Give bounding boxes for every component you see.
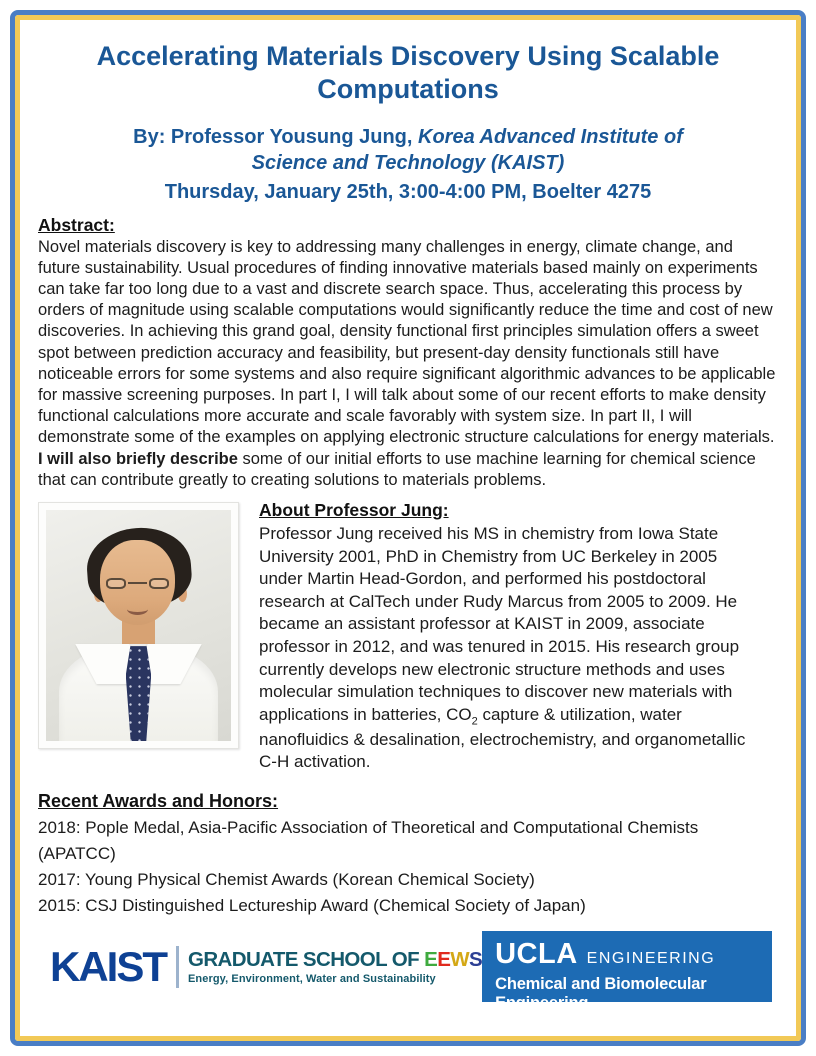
photo-detail <box>126 646 151 741</box>
ucla-logo-top <box>495 940 759 969</box>
kaist-wordmark: KAIST <box>50 942 166 990</box>
photo-detail <box>106 578 126 589</box>
ucla-division: ENGINEERING <box>586 950 716 968</box>
photo-detail <box>128 582 146 584</box>
award-item-2015: 2015: CSJ Distinguished Lectureship Award (Chemical Society of Japan) <box>38 895 586 915</box>
ucla-department: Chemical and Biomolecular Engineering <box>495 975 707 1013</box>
flyer-outer-border <box>10 10 806 1046</box>
professor-photo <box>38 502 239 749</box>
award-item-2017: 2017: Young Physical Chemist Awards (Korean Chemical Society) <box>38 869 535 889</box>
kaist-gs-eews-logo <box>50 942 483 990</box>
awards-heading: Recent Awards and Honors: <box>38 791 279 812</box>
awards-section <box>38 791 778 918</box>
page-title: Accelerating Materials Discovery Using Scalable Computations <box>96 41 720 105</box>
eews-letter-e1: E <box>424 948 438 972</box>
abstract-text-1: Novel materials discovery is key to addressing many challenges in energy, climate change, and future sustainability. Usual procedures of finding innovative materials based mainly on experiments can take far too long due to a vast and discrete search space. Thus, accelerating this process by orders of magnitude using scalable computations would significantly reduce the time and cost of new discoveries. In achieving this grand goal, density functional first principles simulation offers a sweet spot between prediction accuracy and feasibility, but present-day density functionals still have noticeable errors for some systems and also require significant algorithmic advances to be applicable for massive screening purposes. In part I, I will talk about some of our recent efforts to make density functional calculations more accurate and scale favorably with system size. In part II, I will demonstrate some of the examples on applying electronic structure calculations for energy materials. <box>38 237 776 447</box>
eews-letter-e2: E <box>437 948 451 972</box>
photo-detail <box>127 603 148 615</box>
photo-detail <box>59 644 218 741</box>
abstract-heading: Abstract: <box>38 214 115 235</box>
byline <box>103 124 713 177</box>
byline-affiliation: Korea Advanced Institute of Science and Technology (KAIST) <box>251 125 683 175</box>
logos-row <box>38 931 778 1013</box>
about-heading: About Professor Jung: <box>259 499 449 520</box>
kaist-school-name <box>188 949 482 971</box>
bio-co2-subscript: 2 <box>471 715 478 728</box>
ucla-engineering-logo <box>482 931 772 1013</box>
eews-letter-s: S <box>469 948 483 972</box>
photo-detail <box>100 540 176 625</box>
event-datetime-location: Thursday, January 25th, 3:00-4:00 PM, Boelter 4275 <box>164 180 652 203</box>
ucla-wordmark: UCLA <box>495 938 578 971</box>
abstract-section <box>38 215 778 491</box>
kaist-school-block <box>188 949 482 985</box>
eews-letter-w: W <box>450 948 470 972</box>
kaist-school-prefix: GRADUATE SCHOOL OF <box>188 948 425 972</box>
abstract-text-bold: I will also briefly describe <box>38 449 238 468</box>
flyer-content <box>20 20 796 1036</box>
photo-detail <box>149 578 169 589</box>
about-section <box>38 500 778 774</box>
about-text-column <box>239 500 761 774</box>
award-item-2018: 2018: Pople Medal, Asia-Pacific Association of Theoretical and Computational Chemists (APATCC) <box>38 818 699 863</box>
logo-separator <box>176 946 179 988</box>
professor-bio <box>259 523 761 774</box>
abstract-text-2: some of our initial efforts to use machine learning for chemical science that can contribute greatly to creating solutions to materials problems. <box>38 449 756 489</box>
bio-text-2: capture & utilization, water nanofluidics & desalination, electrochemistry, and organometallic C-H activation. <box>259 704 746 772</box>
flyer-inner-border <box>15 15 801 1041</box>
abstract-body <box>38 237 778 491</box>
byline-speaker: By: Professor Yousung Jung, <box>133 125 418 148</box>
kaist-tagline: Energy, Environment, Water and Sustainability <box>188 972 436 985</box>
bio-text-1: Professor Jung received his MS in chemistry from Iowa State University 2001, PhD in Chemistry from UC Berkeley in 2005 under Martin Head-Gordon, and performed his postdoctoral research at CalTech under Rudy Marcus from 2005 to 2009. He became an assistant professor at KAIST in 2009, associate professor in 2012, and was tenured in 2015. His research group currently develops new electronic structure methods and uses molecular simulation techniques to discover new materials with applications in batteries, CO <box>259 523 740 724</box>
photo-background <box>46 510 231 741</box>
